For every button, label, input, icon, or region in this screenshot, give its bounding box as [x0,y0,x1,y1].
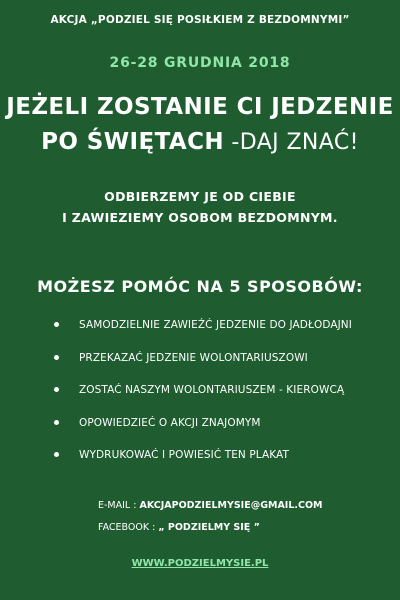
list-item [52,383,372,416]
list-item [52,351,372,384]
subtext [0,186,400,228]
facebook-row [98,517,388,539]
headline-line-2-bold: PO ŚWIĘTACH [41,129,225,155]
subtext-line-2: I ZAWIEZIEMY OSOBOM BEZDOMNYM. [62,210,338,225]
contact-info [98,495,388,539]
email-label: E-MAIL : [98,500,140,511]
campaign-dates: 26-28 GRUDNIA 2018 [109,55,291,71]
email-row [98,495,388,517]
facebook-name: „ PODZIELMY SIĘ ” [158,522,260,533]
way-text: OPOWIEDZIEĆ O AKCJI ZNAJOMYM [79,416,261,429]
way-text: PRZEKAZAĆ JEDZENIE WOLONTARIUSZOWI [79,351,308,364]
bullet-icon [54,322,59,327]
list-item [52,448,372,481]
campaign-name: AKCJA „PODZIEL SIĘ POSIŁKIEM Z BEZDOMNYMI” [50,14,350,26]
bullet-icon [54,387,59,392]
bullet-icon [54,420,59,425]
ways-title: MOŻESZ POMÓC NA 5 SPOSOBÓW: [37,277,363,296]
subtext-line-1: ODBIERZEMY JE OD CIEBIE [104,189,296,204]
way-text: ZOSTAĆ NASZYM WOLONTARIUSZEM - KIEROWCĄ [79,384,345,396]
website-link[interactable]: WWW.PODZIELMYSIE.PL [131,558,269,569]
bullet-icon [54,355,59,360]
ways-list [52,318,372,481]
headline-line-2 [0,125,400,160]
headline-line-2-light: -DAJ ZNAĆ! [224,130,359,155]
facebook-label: FACEBOOK : [98,522,159,533]
bullet-icon [54,452,59,457]
headline [0,90,400,160]
list-item [52,318,372,351]
way-text: SAMODZIELNIE ZAWIEŹĆ JEDZENIE DO JADŁODAJNI [79,319,352,331]
headline-line-1: JEŻELI ZOSTANIE CI JEDZENIE [6,94,394,120]
way-text: WYDRUKOWAĆ I POWIESIĆ TEN PLAKAT [79,449,290,461]
email-address[interactable]: AKCJAPODZIELMYSIE@GMAIL.COM [139,500,323,511]
list-item [52,416,372,449]
